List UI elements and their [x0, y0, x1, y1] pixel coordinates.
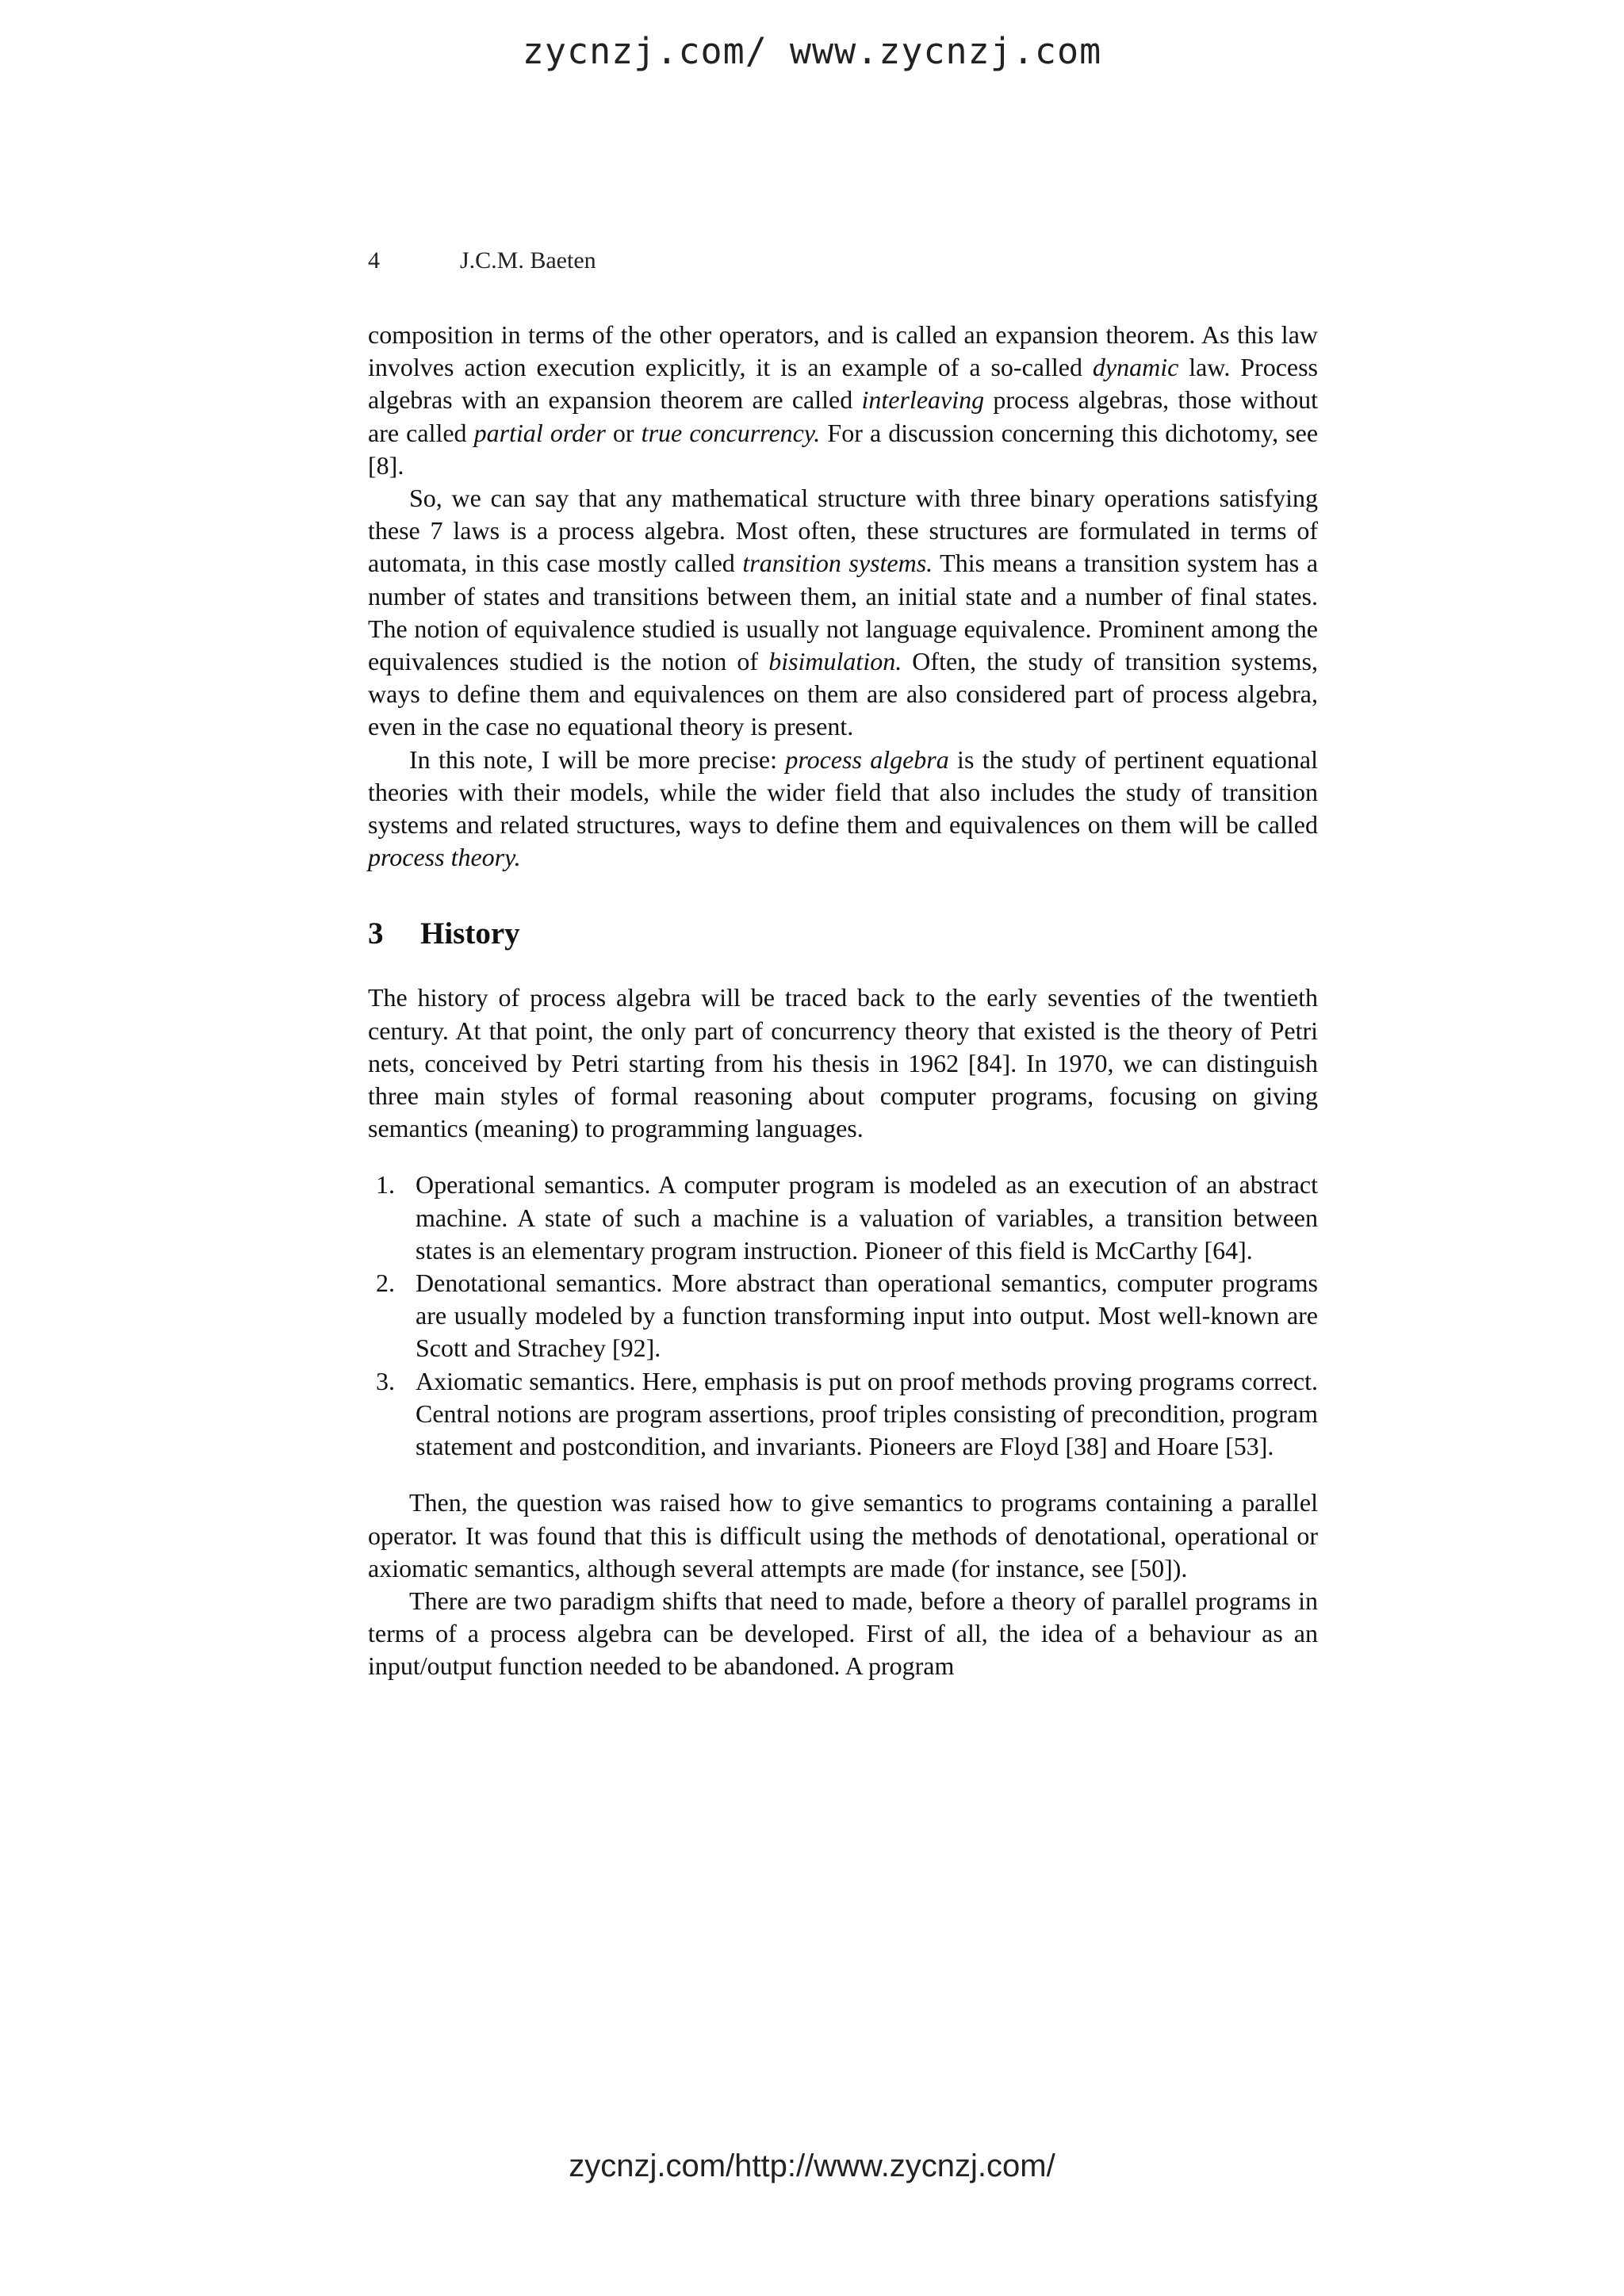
running-head [368, 247, 596, 274]
page-number: 4 [368, 247, 380, 274]
text-run: is the study of pertinent equational theories with their models, while the wider field that also includes the study of transition systems and related structures, ways to define them and equivalences on them will be called [368, 744, 1319, 840]
text-run: composition in terms of the other operators, and is called an expansion theorem. As this law involves action execution explicitly, it is an example of a so-called [368, 320, 1318, 382]
text-run: This means a transition system has a number of states and transitions between them, an initial state and a number of final states. The notion of equivalence studied is usually not language equivalence. Prominent among the equivalences studied is the notion of [368, 549, 1319, 676]
paragraph-history-intro: The history of process algebra will be traced back to the early seventies of the twentieth century. At that point, the only part of concurrency theory that existed is the theory of Petri nets, conceived by Petri starting from his thesis in 1962 [84]. In 1970, we can distinguish three main styles of formal reasoning about computer programs, focusing on giving semantics (meaning) to programming languages. [368, 983, 1318, 1143]
emphasis-process-algebra: process algebra [785, 744, 949, 774]
running-head-author: J.C.M. Baeten [460, 247, 596, 274]
list-item-text: Operational semantics. A computer program is modeled as an execution of an abstract machine. A state of such a machine is a valuation of variables, a transition between states is an elementary program instruction. Pioneer of this field is McCarthy [64]. [416, 1170, 1318, 1265]
emphasis-transition-systems: transition systems. [742, 549, 933, 578]
paragraph-parallel-operator: Then, the question was raised how to give semantics to programs containing a parallel operator. It was found that this is difficult using the methods of denotational, operational or axiomatic semantics, although several attempts are made (for instance, see [50]). [368, 1488, 1318, 1582]
list-item-number: 2. [376, 1269, 395, 1298]
emphasis-partial-order: partial order [473, 418, 606, 447]
list-item [368, 1267, 1318, 1365]
text-run: So, we can say that any mathematical structure with three binary operations satisfying these 7 laws is a process algebra. Most often, these structures are formulated in terms of automata, in this case mostly called [368, 484, 1318, 578]
section-title: History [420, 916, 520, 951]
paragraph-definition [368, 744, 1318, 874]
list-item [368, 1169, 1318, 1267]
section-heading [368, 915, 1318, 953]
emphasis-true-concurrency: true concurrency. [641, 418, 821, 447]
watermark-bottom: zycnzj.com/http://www.zycnzj.com/ [569, 2149, 1055, 2183]
emphasis-bisimulation: bisimulation. [768, 647, 902, 676]
text-run: For a discussion concerning this dichotomy, see [8]. [368, 418, 1319, 480]
list-item [368, 1365, 1318, 1464]
page-body [368, 319, 1318, 1683]
emphasis-dynamic: dynamic [1092, 353, 1179, 382]
semantics-list [368, 1169, 1318, 1463]
list-item-number: 3. [376, 1366, 395, 1395]
emphasis-interleaving: interleaving [861, 385, 985, 415]
list-item-text: Axiomatic semantics. Here, emphasis is put on proof methods proving programs correct. Central notions are program assertions, proof triples consisting of precondition, program statement and postcondition, and invariants. Pioneers are Floyd [38] and Hoare [53]. [416, 1366, 1318, 1461]
text-run: Often, the study of transition systems, ways to define them and equivalences on them are also considered part of process algebra, even in the case no equational theory is present. [368, 647, 1319, 741]
emphasis-process-theory: process theory. [368, 843, 521, 872]
text-run: In this note, I will be more precise: [409, 744, 786, 774]
text-run: process algebras, those without are called [368, 385, 1319, 447]
paragraph-expansion-theorem [368, 319, 1318, 482]
paragraph-transition-systems [368, 482, 1318, 744]
text-run: law. Process algebras with an expansion theorem are called [368, 353, 1319, 415]
section-number: 3 [368, 916, 384, 951]
list-item-text: Denotational semantics. More abstract than operational semantics, computer programs are usually modeled by a function transforming input into output. Most well-known are Scott and Strachey [92]. [416, 1269, 1318, 1363]
list-item-number: 1. [376, 1170, 395, 1200]
watermark-top: zycnzj.com/ www.zycnzj.com [522, 30, 1102, 72]
paragraph-paradigm-shifts: There are two paradigm shifts that need to made, before a theory of parallel programs in terms of a process algebra can be developed. First of all, the idea of a behaviour as an input/output function needed to be abandoned. A program [368, 1586, 1318, 1681]
text-run: or [605, 418, 642, 447]
